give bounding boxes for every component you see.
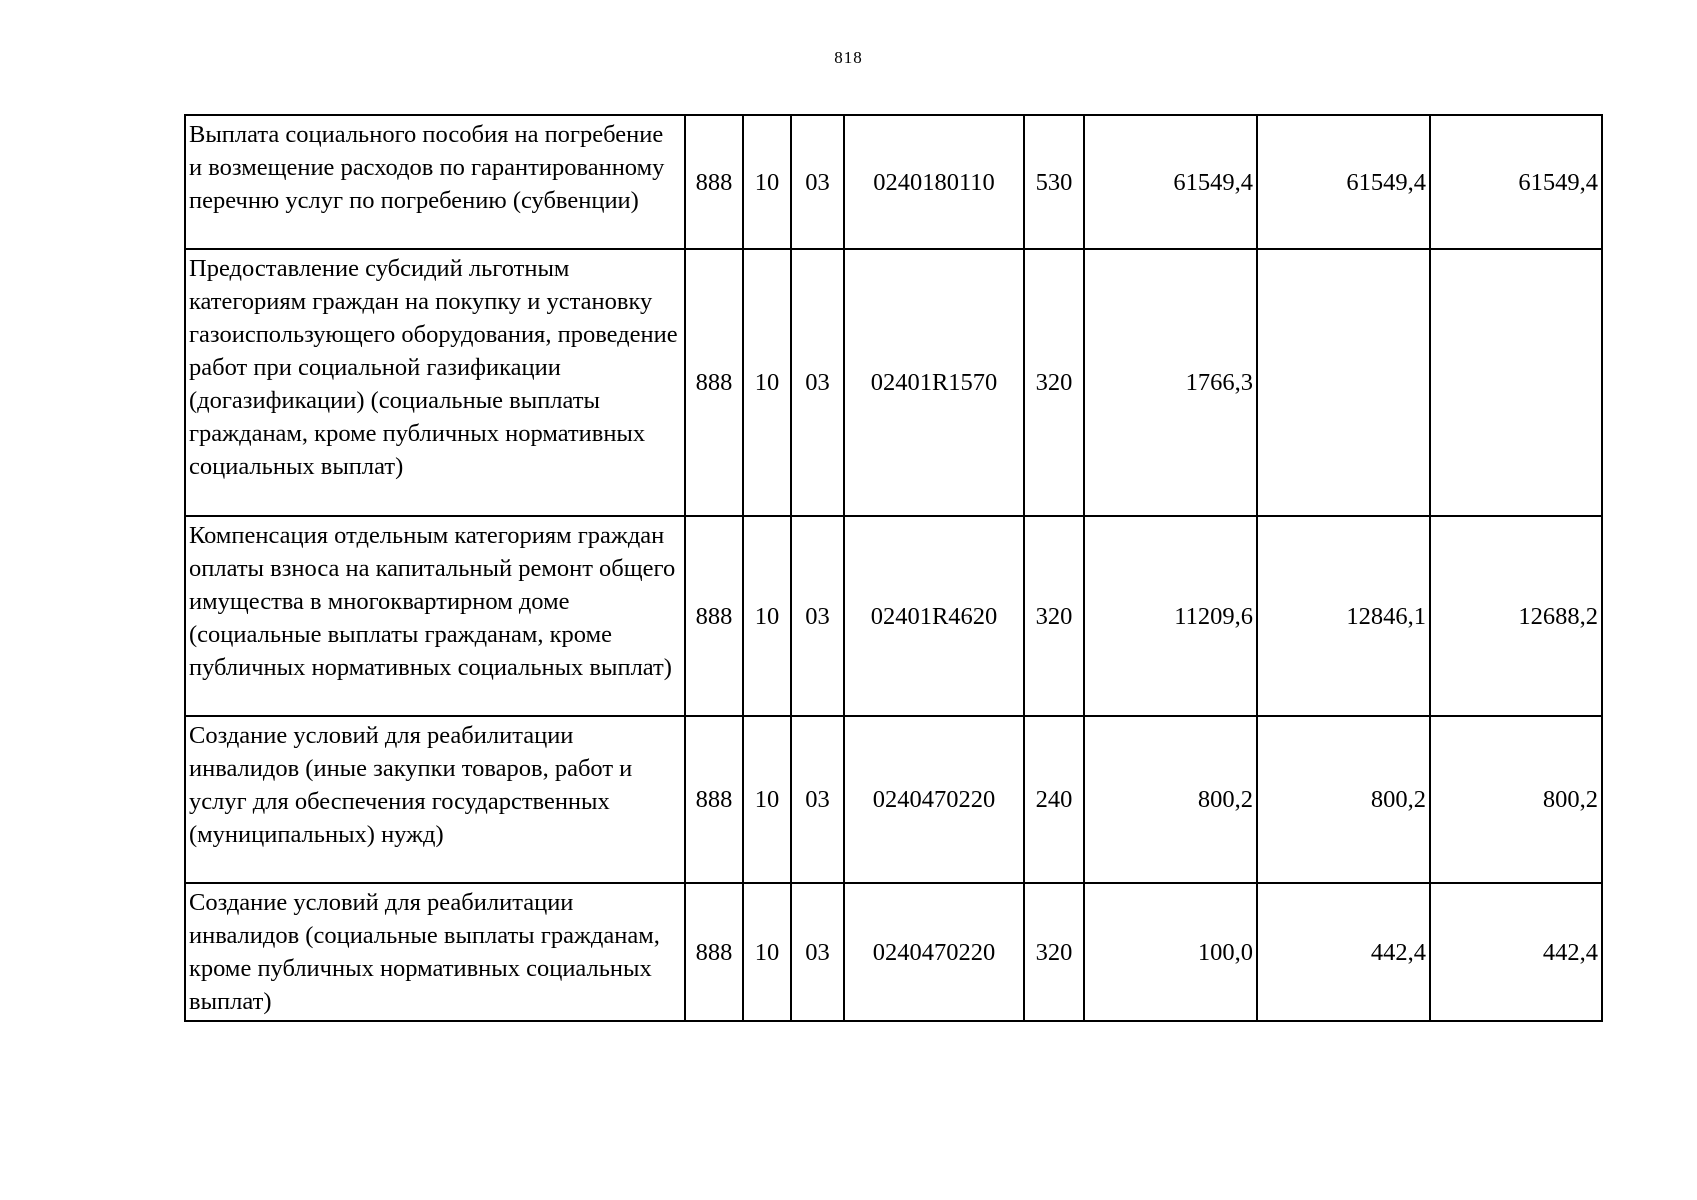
expense-type-code: 530 [1024,115,1084,249]
subsection-code: 03 [791,115,844,249]
expense-type-code: 240 [1024,716,1084,883]
row-description: Создание условий для реабилитации инвалидов (иные закупки товаров, работ и услуг для обеспечения государственных (муниципальных) нужд) [185,716,685,883]
expense-type-code: 320 [1024,883,1084,1021]
amount-year-1: 800,2 [1084,716,1257,883]
amount-year-1: 11209,6 [1084,516,1257,716]
expense-type-code: 320 [1024,516,1084,716]
ministry-code: 888 [685,516,743,716]
section-code: 10 [743,249,791,516]
row-description: Создание условий для реабилитации инвалидов (социальные выплаты гражданам, кроме публичных нормативных социальных выплат) [185,883,685,1021]
row-description: Выплата социального пособия на погребение и возмещение расходов по гарантированному перечню услуг по погребению (субвенции) [185,115,685,249]
section-code: 10 [743,115,791,249]
ministry-code: 888 [685,883,743,1021]
expense-type-code: 320 [1024,249,1084,516]
target-article-code: 0240470220 [844,716,1024,883]
amount-year-1: 1766,3 [1084,249,1257,516]
table-row [185,716,1602,883]
amount-year-2: 12846,1 [1257,516,1430,716]
section-code: 10 [743,883,791,1021]
budget-table [184,114,1603,1022]
ministry-code: 888 [685,716,743,883]
target-article-code: 02401R4620 [844,516,1024,716]
subsection-code: 03 [791,716,844,883]
amount-year-3: 61549,4 [1430,115,1602,249]
amount-year-3: 12688,2 [1430,516,1602,716]
ministry-code: 888 [685,249,743,516]
target-article-code: 02401R1570 [844,249,1024,516]
table-row [185,516,1602,716]
amount-year-3: 442,4 [1430,883,1602,1021]
row-description: Предоставление субсидий льготным категориям граждан на покупку и установку газоиспользующего оборудования, проведение работ при социальной газификации (догазификации) (социальные выплаты гражданам, кроме публичных нормативных социальных выплат) [185,249,685,516]
target-article-code: 0240180110 [844,115,1024,249]
target-article-code: 0240470220 [844,883,1024,1021]
amount-year-3: 800,2 [1430,716,1602,883]
page-number: 818 [834,48,863,67]
amount-year-2: 61549,4 [1257,115,1430,249]
table-row [185,115,1602,249]
amount-year-3 [1430,249,1602,516]
section-code: 10 [743,716,791,883]
amount-year-2: 800,2 [1257,716,1430,883]
row-description: Компенсация отдельным категориям граждан оплаты взноса на капитальный ремонт общего имущества в многоквартирном доме (социальные выплаты гражданам, кроме публичных нормативных социальных выплат) [185,516,685,716]
subsection-code: 03 [791,516,844,716]
ministry-code: 888 [685,115,743,249]
amount-year-1: 100,0 [1084,883,1257,1021]
amount-year-2: 442,4 [1257,883,1430,1021]
subsection-code: 03 [791,883,844,1021]
amount-year-2 [1257,249,1430,516]
subsection-code: 03 [791,249,844,516]
table-row [185,249,1602,516]
section-code: 10 [743,516,791,716]
table-row [185,883,1602,1021]
amount-year-1: 61549,4 [1084,115,1257,249]
